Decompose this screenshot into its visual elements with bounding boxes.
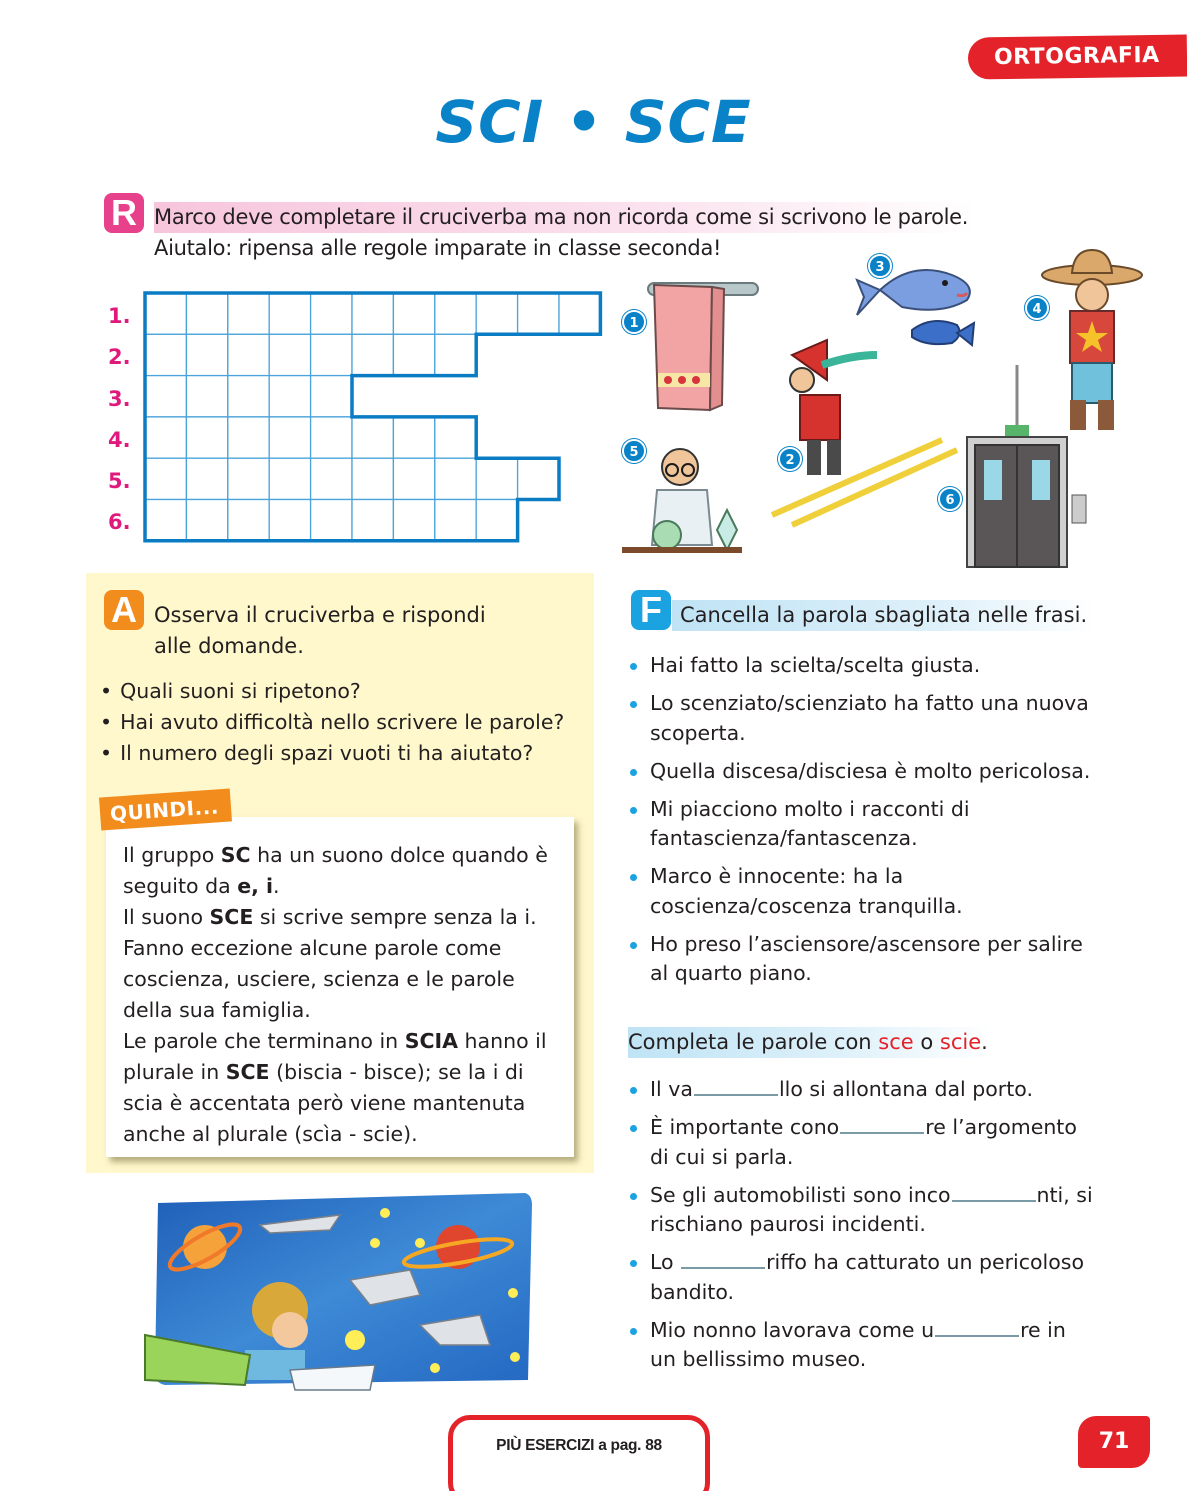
crossword-cell[interactable]: [228, 500, 269, 541]
crossword-grid[interactable]: [143, 291, 605, 545]
crossword-cell[interactable]: [269, 376, 310, 417]
rule-paragraph: Le parole che terminano in SCIA hanno il plurale in SCE (biscia - bisce); se la i di scia è accentata però viene mantenuta anche al plurale (scìa - scie).: [123, 1029, 547, 1146]
section-tab: ORTOGRAFIA: [968, 34, 1187, 79]
quindi-tag: QUINDI...: [99, 788, 232, 830]
fill-in-item: Il va llo si allontana dal porto.: [628, 1075, 1098, 1105]
crossword-row-number: 4.: [108, 427, 131, 452]
crossword-cell[interactable]: [311, 376, 352, 417]
exercise-a-instructions: [154, 600, 486, 662]
crossword-cell[interactable]: [518, 458, 559, 499]
fill-in-item: Mio nonno lavorava come u re in un bellissimo museo.: [628, 1316, 1098, 1375]
exercise-a-line1: Osserva il cruciverba e rispondi: [154, 603, 486, 627]
crossword-cell[interactable]: [476, 500, 517, 541]
crossword-cell[interactable]: [435, 293, 476, 334]
crossword-cell[interactable]: [393, 458, 434, 499]
crossword-cell[interactable]: [269, 458, 310, 499]
crossword-cell[interactable]: [311, 334, 352, 375]
crossword-cell[interactable]: [352, 417, 393, 458]
crossword-cell[interactable]: [311, 293, 352, 334]
crossword-cell[interactable]: [559, 293, 600, 334]
fill-in-item: È importante cono re l’argomento di cui si parla.: [628, 1113, 1098, 1172]
crossword-cell[interactable]: [186, 458, 227, 499]
crossword-cell[interactable]: [352, 334, 393, 375]
option-sce: sce: [878, 1030, 914, 1054]
picture-number-1: 1: [622, 310, 646, 334]
towel-icon: [648, 283, 758, 410]
crossword-row-number: 1.: [108, 304, 131, 328]
picture-number-2: 2: [778, 447, 802, 471]
crossword-cell[interactable]: [476, 458, 517, 499]
crossword-cell[interactable]: [228, 417, 269, 458]
question-item: • Hai avuto difficoltà nello scrivere le parole?: [100, 707, 564, 738]
picture-number-6: 6: [938, 487, 962, 511]
crossword-row-number: 6.: [108, 510, 131, 535]
blank-field[interactable]: [694, 1076, 778, 1096]
crossword-numbers: [108, 296, 131, 544]
crossword-cell[interactable]: [186, 334, 227, 375]
exercise-r-line2: Aiutalo: ripensa alle regole imparate in classe seconda!: [154, 236, 722, 260]
sheriff-icon: [1042, 250, 1142, 430]
page-number: 71: [1078, 1416, 1150, 1468]
crossword-cell[interactable]: [228, 293, 269, 334]
exercise-f-badge: F: [631, 590, 671, 630]
fill-in-item: Lo riffo ha catturato un pericoloso bandito.: [628, 1248, 1098, 1307]
crossword-cell[interactable]: [311, 417, 352, 458]
crossword-cell[interactable]: [145, 376, 186, 417]
scientist-icon: [622, 449, 742, 553]
exercise-a-badge: A: [104, 590, 144, 630]
crossword-cell[interactable]: [186, 417, 227, 458]
question-item: • Quali suoni si ripetono?: [100, 676, 564, 707]
crossword-cell[interactable]: [435, 334, 476, 375]
more-exercises-link[interactable]: PIÙ ESERCIZI a pag. 88: [448, 1415, 710, 1491]
option-scie: scie: [939, 1030, 982, 1054]
sentence-item[interactable]: Marco è innocente: ha la coscienza/coscenza tranquilla.: [628, 862, 1098, 921]
crossword-cell[interactable]: [352, 293, 393, 334]
exercise-a-questions: [100, 676, 564, 769]
crossword-row-number: 5.: [108, 469, 131, 494]
rule-paragraph: Il gruppo SC ha un suono dolce quando è seguito da e, i.: [123, 843, 548, 898]
crossword-cell[interactable]: [435, 458, 476, 499]
complete-exercise-title: Completa le parole con sce o scie.: [628, 1027, 992, 1058]
crossword-cell[interactable]: [476, 293, 517, 334]
page-title: SCI • SCE: [435, 88, 752, 156]
crossword-row-number: 2.: [108, 345, 131, 370]
crossword-row-number: 3.: [108, 386, 131, 411]
exercise-f-title: Cancella la parola sbagliata nelle frasi.: [672, 600, 1095, 631]
question-item: • Il numero degli spazi vuoti ti ha aiutato?: [100, 738, 564, 769]
crossword-cell[interactable]: [311, 458, 352, 499]
crossword-cell[interactable]: [352, 458, 393, 499]
crossword-cell[interactable]: [393, 293, 434, 334]
rule-box: [106, 817, 574, 1157]
crossword-cell[interactable]: [145, 458, 186, 499]
crossword-cell[interactable]: [269, 500, 310, 541]
blank-field[interactable]: [681, 1249, 765, 1269]
crossword-cell[interactable]: [228, 376, 269, 417]
crossword-cell[interactable]: [186, 500, 227, 541]
sentence-item[interactable]: Quella discesa/disciesa è molto pericolosa.: [628, 757, 1098, 787]
skier-icon: [772, 340, 957, 525]
sentence-item[interactable]: Hai fatto la scielta/scelta giusta.: [628, 651, 1098, 681]
crossword-cell[interactable]: [393, 334, 434, 375]
fish-icon: [857, 270, 974, 345]
exercise-r-line1: Marco deve completare il cruciverba ma non ricorda come si scrivono le parole.: [154, 202, 976, 233]
blank-field[interactable]: [952, 1182, 1036, 1202]
rule-paragraph: Fanno eccezione alcune parole come coscienza, usciere, scienza e le parole della sua famiglia.: [123, 936, 515, 1022]
crossword-cell[interactable]: [186, 293, 227, 334]
crossword-cell[interactable]: [269, 293, 310, 334]
exercise-r-badge: R: [104, 193, 144, 233]
blank-field[interactable]: [840, 1114, 924, 1134]
exercise-f-list: [628, 651, 1098, 997]
crossword-cell[interactable]: [269, 417, 310, 458]
crossword-cell[interactable]: [228, 458, 269, 499]
crossword-cell[interactable]: [145, 293, 186, 334]
boy-reading-space-illustration: [140, 1185, 540, 1400]
picture-clues: [612, 245, 1172, 575]
crossword-cell[interactable]: [145, 334, 186, 375]
picture-number-3: 3: [868, 254, 892, 278]
sentence-item[interactable]: Ho preso l’asciensore/ascensore per salire al quarto piano.: [628, 930, 1098, 989]
crossword-cell[interactable]: [393, 500, 434, 541]
complete-exercise-list: [628, 1075, 1098, 1383]
crossword-cell[interactable]: [228, 334, 269, 375]
crossword-cell[interactable]: [145, 500, 186, 541]
crossword-cell[interactable]: [393, 417, 434, 458]
crossword-cell[interactable]: [435, 417, 476, 458]
picture-number-4: 4: [1025, 296, 1049, 320]
crossword-cell[interactable]: [518, 293, 559, 334]
fill-in-item: Se gli automobilisti sono inco nti, si rischiano paurosi incidenti.: [628, 1181, 1098, 1240]
crossword-cell[interactable]: [145, 417, 186, 458]
crossword-cell[interactable]: [352, 500, 393, 541]
picture-number-5: 5: [622, 439, 646, 463]
blank-field[interactable]: [935, 1317, 1019, 1337]
sentence-item[interactable]: Mi piacciono molto i racconti di fantascienza/fantascenza.: [628, 795, 1098, 854]
exercise-a-line2: alle domande.: [154, 634, 304, 658]
rule-paragraph: Il suono SCE si scrive sempre senza la i.: [123, 905, 537, 929]
elevator-icon: [967, 365, 1086, 567]
crossword-cell[interactable]: [435, 500, 476, 541]
sentence-item[interactable]: Lo scenziato/scienziato ha fatto una nuova scoperta.: [628, 689, 1098, 748]
crossword-cell[interactable]: [269, 334, 310, 375]
crossword-cell[interactable]: [311, 500, 352, 541]
crossword-cell[interactable]: [186, 376, 227, 417]
